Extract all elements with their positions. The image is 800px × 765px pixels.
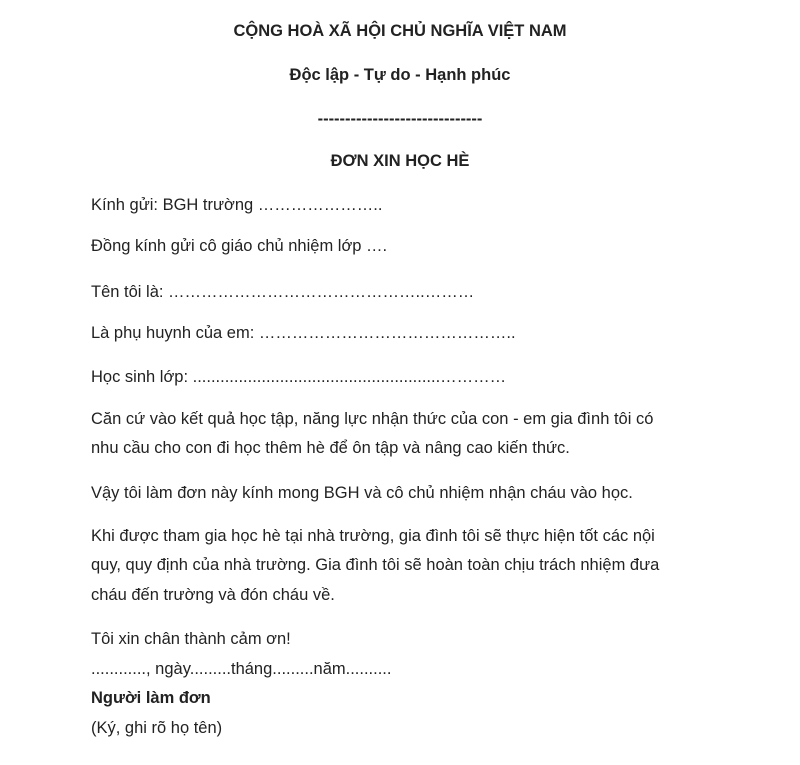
thanks-line: Tôi xin chân thành cảm ơn! (91, 630, 291, 648)
document-title: ĐƠN XIN HỌC HÈ (330, 152, 470, 170)
paragraph-commitment-line-3: cháu đến trường và đón cháu về. (91, 586, 335, 604)
separator-line: ------------------------------ (317, 110, 483, 128)
applicant-name-line: Tên tôi là: ………………………………………..……… (91, 283, 475, 301)
paragraph-commitment-line-1: Khi được tham gia học hè tại nhà trường, gia đình tôi sẽ thực hiện tốt các nội (91, 527, 655, 545)
student-class-line: Học sinh lớp: ......................................................………… (91, 368, 507, 386)
paragraph-reason-line-2: nhu cầu cho con đi học thêm hè để ôn tập và nâng cao kiến thức. (91, 439, 570, 457)
motto-heading: Độc lập - Tự do - Hạnh phúc (289, 66, 511, 84)
paragraph-request: Vậy tôi làm đơn này kính mong BGH và cô chủ nhiệm nhận cháu vào học. (91, 484, 633, 502)
paragraph-commitment-line-2: quy, quy định của nhà trường. Gia đình tôi sẽ hoàn toàn chịu trách nhiệm đưa (91, 556, 660, 574)
signer-label: Người làm đơn (91, 689, 211, 707)
country-heading: CỘNG HOÀ XÃ HỘI CHỦ NGHĨA VIỆT NAM (233, 22, 567, 40)
signer-note: (Ký, ghi rõ họ tên) (91, 719, 223, 737)
paragraph-reason-line-1: Căn cứ vào kết quả học tập, năng lực nhận thức của con - em gia đình tôi có (91, 410, 654, 428)
recipient-line: Kính gửi: BGH trường ………………….. (91, 196, 383, 214)
cc-recipient-line: Đồng kính gửi cô giáo chủ nhiệm lớp …. (91, 237, 388, 255)
parent-of-line: Là phụ huynh của em: ……………………………………….. (91, 324, 516, 342)
date-line: ............, ngày.........tháng.........năm.......... (91, 660, 392, 678)
